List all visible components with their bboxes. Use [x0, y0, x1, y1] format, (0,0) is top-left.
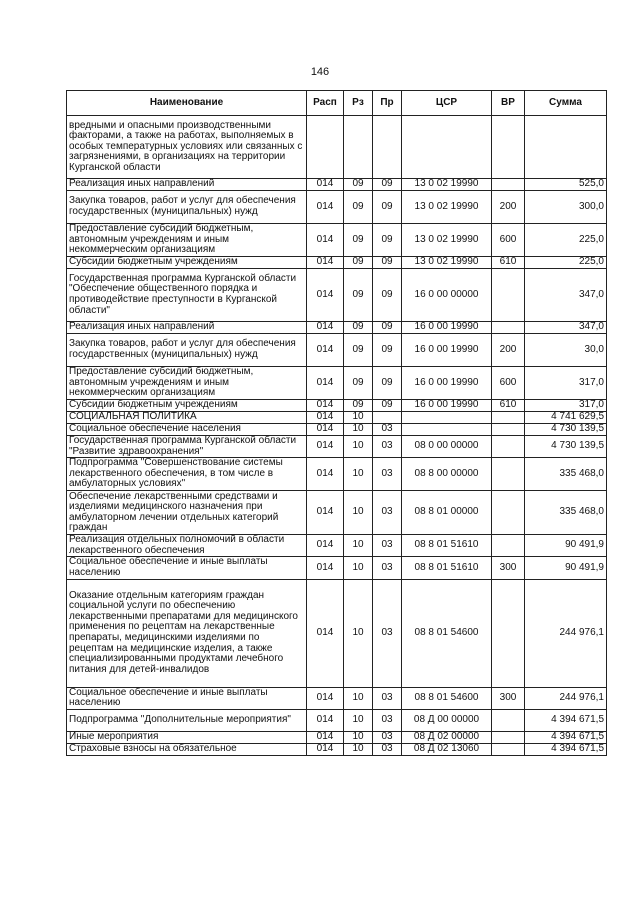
- column-header-rz: Рз: [344, 91, 373, 116]
- cell-rz: 10: [344, 424, 373, 436]
- cell-csr: 13 0 02 19990: [402, 179, 492, 191]
- cell-csr: 08 0 00 00000: [402, 436, 492, 458]
- cell-pr: 09: [373, 257, 402, 269]
- cell-pr: 03: [373, 731, 402, 743]
- cell-rz: 10: [344, 436, 373, 458]
- cell-name: Закупка товаров, работ и услуг для обеспечения государственных (муниципальных) нужд: [67, 191, 307, 224]
- cell-rz: 10: [344, 687, 373, 709]
- cell-sum: [525, 116, 607, 179]
- cell-sum: 347,0: [525, 322, 607, 334]
- cell-rasp: 014: [307, 743, 344, 755]
- table-row: [67, 367, 607, 400]
- cell-sum: 4 394 671,5: [525, 731, 607, 743]
- cell-csr: 08 Д 02 13060: [402, 743, 492, 755]
- cell-name: Субсидии бюджетным учреждениям: [67, 257, 307, 269]
- cell-csr: 16 0 00 19990: [402, 367, 492, 400]
- cell-sum: 347,0: [525, 269, 607, 322]
- cell-name: Иные мероприятия: [67, 731, 307, 743]
- cell-name: СОЦИАЛЬНАЯ ПОЛИТИКА: [67, 412, 307, 424]
- cell-csr: 08 8 00 00000: [402, 458, 492, 491]
- column-header-rasp: Расп: [307, 91, 344, 116]
- cell-vr: [492, 179, 525, 191]
- cell-csr: 08 Д 00 00000: [402, 709, 492, 731]
- cell-rz: 10: [344, 709, 373, 731]
- cell-vr: [492, 731, 525, 743]
- cell-rasp: 014: [307, 424, 344, 436]
- cell-sum: 300,0: [525, 191, 607, 224]
- cell-sum: 90 491,9: [525, 535, 607, 557]
- table-row: [67, 579, 607, 687]
- table-row: [67, 491, 607, 535]
- cell-sum: 317,0: [525, 400, 607, 412]
- cell-rz: 09: [344, 334, 373, 367]
- cell-vr: 600: [492, 224, 525, 257]
- table-row: [67, 709, 607, 731]
- cell-pr: 03: [373, 458, 402, 491]
- cell-pr: 09: [373, 224, 402, 257]
- cell-pr: 03: [373, 557, 402, 579]
- cell-csr: 16 0 00 00000: [402, 269, 492, 322]
- cell-name: Страховые взносы на обязательное: [67, 743, 307, 755]
- cell-name: Обеспечение лекарственными средствами и изделиями медицинского назначения при амбулаторном лечении отдельных категорий граждан: [67, 491, 307, 535]
- cell-csr: 08 8 01 51610: [402, 557, 492, 579]
- cell-sum: 4 730 139,5: [525, 436, 607, 458]
- cell-vr: [492, 535, 525, 557]
- cell-name: Социальное обеспечение и иные выплаты населению: [67, 557, 307, 579]
- cell-vr: [492, 412, 525, 424]
- cell-rz: 10: [344, 731, 373, 743]
- cell-sum: 317,0: [525, 367, 607, 400]
- cell-pr: 03: [373, 535, 402, 557]
- cell-rasp: 014: [307, 191, 344, 224]
- cell-rz: 09: [344, 322, 373, 334]
- table-row: [67, 535, 607, 557]
- cell-vr: [492, 269, 525, 322]
- table-row: [67, 334, 607, 367]
- column-header-csr: ЦСР: [402, 91, 492, 116]
- cell-csr: 08 8 01 54600: [402, 687, 492, 709]
- page-number: 146: [310, 66, 330, 78]
- column-header-pr: Пр: [373, 91, 402, 116]
- cell-rasp: 014: [307, 224, 344, 257]
- cell-rz: 10: [344, 535, 373, 557]
- cell-rz: 09: [344, 224, 373, 257]
- cell-vr: [492, 709, 525, 731]
- cell-rz: 09: [344, 400, 373, 412]
- cell-vr: 300: [492, 557, 525, 579]
- cell-rasp: 014: [307, 687, 344, 709]
- table-row: [67, 116, 607, 179]
- table-row: [67, 687, 607, 709]
- cell-name: вредными и опасными производственными факторами, а также на работах, выполняемых в особых температурных условиях или связанных с загрязнениями, в организациях на территории Курганской области: [67, 116, 307, 179]
- cell-csr: 16 0 00 19990: [402, 322, 492, 334]
- cell-rasp: 014: [307, 179, 344, 191]
- cell-name: Государственная программа Курганской области "Обеспечение общественного порядка и противодействие преступности в Курганской области": [67, 269, 307, 322]
- cell-csr: 08 8 01 00000: [402, 491, 492, 535]
- cell-pr: 03: [373, 436, 402, 458]
- cell-name: Реализация отдельных полномочий в области лекарственного обеспечения: [67, 535, 307, 557]
- cell-vr: [492, 322, 525, 334]
- cell-pr: 03: [373, 579, 402, 687]
- cell-rasp: 014: [307, 535, 344, 557]
- cell-rasp: 014: [307, 557, 344, 579]
- cell-rz: 09: [344, 257, 373, 269]
- cell-pr: 03: [373, 424, 402, 436]
- cell-csr: 13 0 02 19990: [402, 224, 492, 257]
- cell-pr: 09: [373, 179, 402, 191]
- cell-name: Государственная программа Курганской области "Развитие здравоохранения": [67, 436, 307, 458]
- cell-rz: 10: [344, 412, 373, 424]
- cell-sum: 4 730 139,5: [525, 424, 607, 436]
- cell-sum: 244 976,1: [525, 579, 607, 687]
- cell-rasp: 014: [307, 400, 344, 412]
- cell-sum: 525,0: [525, 179, 607, 191]
- cell-name: Предоставление субсидий бюджетным, автономным учреждениям и иным некоммерческим организациям: [67, 367, 307, 400]
- cell-csr: 08 Д 02 00000: [402, 731, 492, 743]
- cell-rasp: 014: [307, 367, 344, 400]
- cell-sum: 90 491,9: [525, 557, 607, 579]
- cell-pr: 03: [373, 743, 402, 755]
- cell-csr: 08 8 01 51610: [402, 535, 492, 557]
- cell-sum: 30,0: [525, 334, 607, 367]
- cell-csr: 16 0 00 19990: [402, 400, 492, 412]
- cell-rz: 10: [344, 557, 373, 579]
- table-row: [67, 400, 607, 412]
- cell-rasp: 014: [307, 269, 344, 322]
- cell-pr: [373, 412, 402, 424]
- cell-name: Субсидии бюджетным учреждениям: [67, 400, 307, 412]
- cell-name: Социальное обеспечение населения: [67, 424, 307, 436]
- cell-sum: 335 468,0: [525, 458, 607, 491]
- cell-csr: 16 0 00 19990: [402, 334, 492, 367]
- table-row: [67, 322, 607, 334]
- cell-sum: 225,0: [525, 257, 607, 269]
- table-row: [67, 412, 607, 424]
- cell-rasp: 014: [307, 412, 344, 424]
- cell-rz: 09: [344, 269, 373, 322]
- cell-vr: 610: [492, 257, 525, 269]
- cell-name: Закупка товаров, работ и услуг для обеспечения государственных (муниципальных) нужд: [67, 334, 307, 367]
- cell-name: Подпрограмма "Дополнительные мероприятия": [67, 709, 307, 731]
- cell-rasp: 014: [307, 731, 344, 743]
- cell-vr: [492, 458, 525, 491]
- cell-rz: 09: [344, 191, 373, 224]
- cell-sum: 4 394 671,5: [525, 709, 607, 731]
- cell-vr: 600: [492, 367, 525, 400]
- cell-name: Реализация иных направлений: [67, 179, 307, 191]
- cell-rasp: 014: [307, 491, 344, 535]
- cell-pr: 09: [373, 334, 402, 367]
- cell-csr: [402, 116, 492, 179]
- cell-sum: 244 976,1: [525, 687, 607, 709]
- cell-rasp: [307, 116, 344, 179]
- cell-pr: 09: [373, 269, 402, 322]
- table-row: [67, 179, 607, 191]
- table-row: [67, 269, 607, 322]
- cell-rasp: 014: [307, 436, 344, 458]
- cell-vr: [492, 436, 525, 458]
- cell-vr: 300: [492, 687, 525, 709]
- table-row: [67, 424, 607, 436]
- cell-rz: 10: [344, 579, 373, 687]
- cell-pr: [373, 116, 402, 179]
- cell-sum: 225,0: [525, 224, 607, 257]
- cell-rasp: 014: [307, 579, 344, 687]
- table-row: [67, 224, 607, 257]
- cell-rz: 09: [344, 179, 373, 191]
- cell-vr: [492, 424, 525, 436]
- cell-pr: 03: [373, 491, 402, 535]
- cell-csr: 13 0 02 19990: [402, 191, 492, 224]
- cell-rz: 10: [344, 458, 373, 491]
- table-row: [67, 436, 607, 458]
- cell-vr: [492, 116, 525, 179]
- table-row: [67, 731, 607, 743]
- table-row: [67, 191, 607, 224]
- cell-rasp: 014: [307, 257, 344, 269]
- column-header-sum: Сумма: [525, 91, 607, 116]
- table-row: [67, 257, 607, 269]
- column-header-name: Наименование: [67, 91, 307, 116]
- cell-csr: [402, 424, 492, 436]
- cell-name: Предоставление субсидий бюджетным, автономным учреждениям и иным некоммерческим организациям: [67, 224, 307, 257]
- cell-vr: 610: [492, 400, 525, 412]
- cell-vr: [492, 579, 525, 687]
- budget-table: [66, 90, 607, 756]
- cell-vr: 200: [492, 191, 525, 224]
- cell-pr: 03: [373, 709, 402, 731]
- cell-name: Реализация иных направлений: [67, 322, 307, 334]
- table-header-row: [67, 91, 607, 116]
- cell-rz: 09: [344, 367, 373, 400]
- cell-rasp: 014: [307, 458, 344, 491]
- cell-name: Оказание отдельным категориям граждан социальной услуги по обеспечению лекарственными препаратами для медицинского применения по рецептам на лекарственные препараты, медицинскими изделиями по рецептам на медицинские изделия, а также специализированными продуктами лечебного питания для детей-инвалидов: [67, 579, 307, 687]
- table-row: [67, 458, 607, 491]
- cell-rasp: 014: [307, 709, 344, 731]
- cell-csr: 08 8 01 54600: [402, 579, 492, 687]
- cell-csr: 13 0 02 19990: [402, 257, 492, 269]
- cell-vr: [492, 491, 525, 535]
- table-row: [67, 743, 607, 755]
- cell-sum: 4 394 671,5: [525, 743, 607, 755]
- cell-csr: [402, 412, 492, 424]
- cell-rz: 10: [344, 743, 373, 755]
- cell-pr: 09: [373, 322, 402, 334]
- cell-sum: 4 741 629,5: [525, 412, 607, 424]
- column-header-vr: ВР: [492, 91, 525, 116]
- cell-rasp: 014: [307, 322, 344, 334]
- cell-rasp: 014: [307, 334, 344, 367]
- cell-rz: 10: [344, 491, 373, 535]
- cell-vr: 200: [492, 334, 525, 367]
- cell-vr: [492, 743, 525, 755]
- cell-sum: 335 468,0: [525, 491, 607, 535]
- table-row: [67, 557, 607, 579]
- cell-pr: 03: [373, 687, 402, 709]
- cell-rz: [344, 116, 373, 179]
- cell-pr: 09: [373, 367, 402, 400]
- cell-name: Социальное обеспечение и иные выплаты населению: [67, 687, 307, 709]
- cell-pr: 09: [373, 191, 402, 224]
- cell-name: Подпрограмма "Совершенствование системы лекарственного обеспечения, в том числе в амбулаторных условиях": [67, 458, 307, 491]
- cell-pr: 09: [373, 400, 402, 412]
